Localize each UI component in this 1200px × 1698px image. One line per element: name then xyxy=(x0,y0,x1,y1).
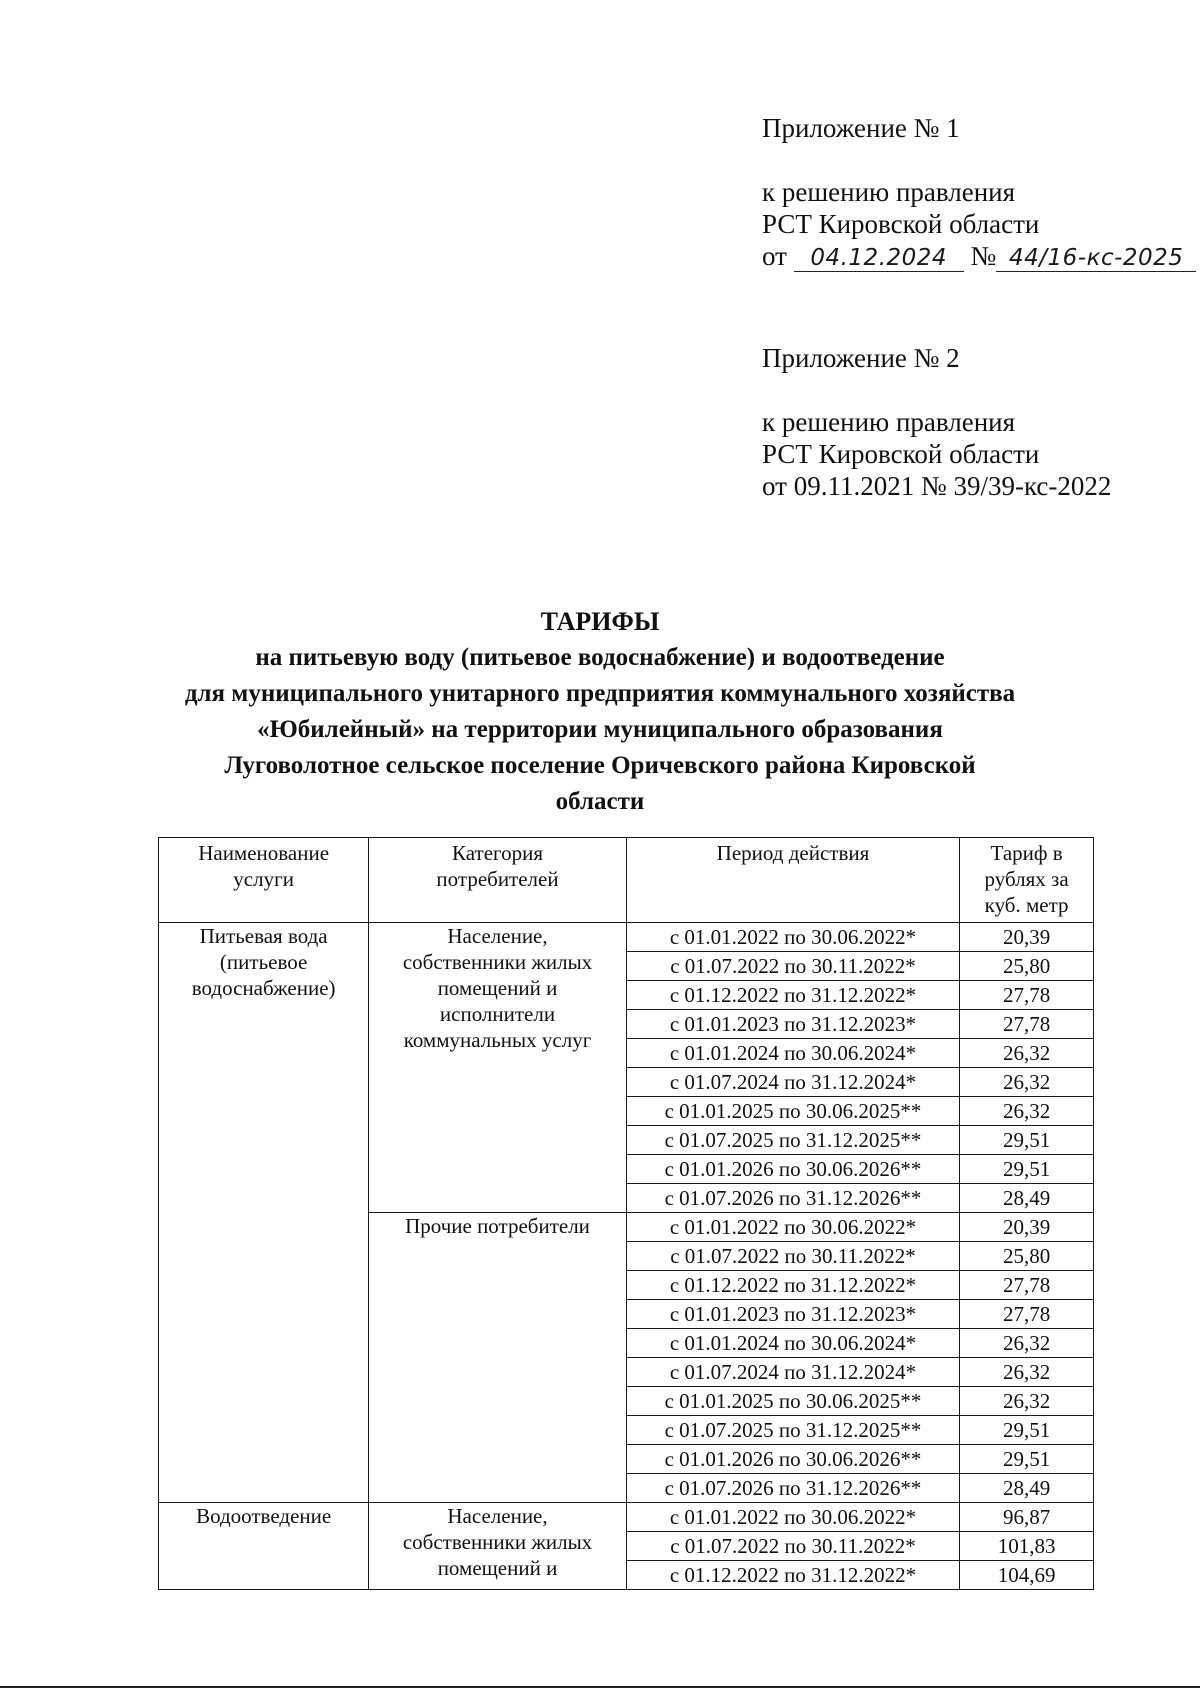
rate-cell: 27,78 xyxy=(960,981,1094,1010)
period-cell: с 01.01.2023 по 31.12.2023* xyxy=(626,1300,959,1329)
rate-cell: 26,32 xyxy=(960,1068,1094,1097)
rate-cell: 20,39 xyxy=(960,923,1094,952)
rate-cell: 25,80 xyxy=(960,1242,1094,1271)
document-heading xyxy=(140,604,1060,820)
rate-cell: 25,80 xyxy=(960,952,1094,981)
period-cell: с 01.01.2026 по 30.06.2026** xyxy=(626,1445,959,1474)
rate-cell: 26,32 xyxy=(960,1358,1094,1387)
period-cell: с 01.01.2026 по 30.06.2026** xyxy=(626,1155,959,1184)
period-cell: с 01.01.2022 по 30.06.2022* xyxy=(626,923,959,952)
rate-cell: 26,32 xyxy=(960,1039,1094,1068)
period-cell: с 01.12.2022 по 31.12.2022* xyxy=(626,1271,959,1300)
rate-cell: 27,78 xyxy=(960,1300,1094,1329)
appendix-2 xyxy=(762,342,1111,502)
period-cell: с 01.07.2022 по 30.11.2022* xyxy=(626,952,959,981)
handwritten-date: 04.12.2024 xyxy=(794,245,964,272)
rate-cell: 26,32 xyxy=(960,1387,1094,1416)
rate-cell: 29,51 xyxy=(960,1445,1094,1474)
tariffs-table xyxy=(158,837,1094,1590)
document-title: ТАРИФЫ xyxy=(540,607,660,636)
service-cell: Питьевая вода (питьевое водоснабжение) xyxy=(159,923,369,1503)
table-body xyxy=(159,923,1094,1590)
period-cell: с 01.12.2022 по 31.12.2022* xyxy=(626,1561,959,1590)
rate-cell: 96,87 xyxy=(960,1503,1094,1532)
rate-cell: 29,51 xyxy=(960,1416,1094,1445)
period-cell: с 01.07.2022 по 30.11.2022* xyxy=(626,1532,959,1561)
heading-line-4: Луговолотное сельское поселение Оричевского района Кировской xyxy=(224,752,976,779)
appendix-2-title: Приложение № 2 xyxy=(762,343,960,373)
appendix-1-line1: к решению правления xyxy=(762,177,1016,207)
appendix-1-from-label: от xyxy=(762,241,787,271)
period-cell: с 01.07.2022 по 30.11.2022* xyxy=(626,1242,959,1271)
rate-cell: 26,32 xyxy=(960,1329,1094,1358)
period-cell: с 01.07.2025 по 31.12.2025** xyxy=(626,1126,959,1155)
rate-cell: 101,83 xyxy=(960,1532,1094,1561)
service-cell: Водоотведение xyxy=(159,1503,369,1590)
period-cell: с 01.07.2026 по 31.12.2026** xyxy=(626,1184,959,1213)
category-cell: Прочие потребители xyxy=(369,1213,627,1503)
rate-cell: 26,32 xyxy=(960,1097,1094,1126)
category-cell: Население, собственники жилых помещений и xyxy=(369,1503,627,1590)
appendix-2-line2: РСТ Кировской области xyxy=(762,439,1040,469)
period-cell: с 01.01.2023 по 31.12.2023* xyxy=(626,1010,959,1039)
heading-line-3: «Юбилейный» на территории муниципального образования xyxy=(257,716,943,743)
period-cell: с 01.01.2025 по 30.06.2025** xyxy=(626,1097,959,1126)
appendix-1-number-label: № xyxy=(970,241,997,271)
appendix-1 xyxy=(762,112,1196,272)
table-row xyxy=(159,923,1094,952)
period-cell: с 01.07.2024 по 31.12.2024* xyxy=(626,1068,959,1097)
table-row xyxy=(159,1503,1094,1532)
rate-cell: 29,51 xyxy=(960,1126,1094,1155)
rate-cell: 27,78 xyxy=(960,1010,1094,1039)
header-period: Период действия xyxy=(626,838,959,923)
header-category: Категория потребителей xyxy=(369,838,627,923)
category-cell: Население, собственники жилых помещений и исполнители коммунальных услуг xyxy=(369,923,627,1213)
appendix-2-line3: от 09.11.2021 № 39/39-кс-2022 xyxy=(762,471,1112,501)
page-bottom-divider xyxy=(0,1686,1200,1688)
period-cell: с 01.01.2024 по 30.06.2024* xyxy=(626,1329,959,1358)
period-cell: с 01.01.2022 по 30.06.2022* xyxy=(626,1503,959,1532)
header-service: Наименование услуги xyxy=(159,838,369,923)
appendix-1-title: Приложение № 1 xyxy=(762,113,960,143)
heading-line-5: области xyxy=(555,788,645,815)
heading-line-1: на питьевую воду (питьевое водоснабжение) и водоотведение xyxy=(255,644,945,671)
period-cell: с 01.12.2022 по 31.12.2022* xyxy=(626,981,959,1010)
header-rate: Тариф в рублях за куб. метр xyxy=(960,838,1094,923)
appendix-2-line1: к решению правления xyxy=(762,407,1016,437)
rate-cell: 28,49 xyxy=(960,1474,1094,1503)
rate-cell: 20,39 xyxy=(960,1213,1094,1242)
period-cell: с 01.07.2026 по 31.12.2026** xyxy=(626,1474,959,1503)
period-cell: с 01.01.2022 по 30.06.2022* xyxy=(626,1213,959,1242)
rate-cell: 27,78 xyxy=(960,1271,1094,1300)
appendix-1-line2: РСТ Кировской области xyxy=(762,209,1040,239)
table-header-row xyxy=(159,838,1094,923)
period-cell: с 01.01.2025 по 30.06.2025** xyxy=(626,1387,959,1416)
rate-cell: 29,51 xyxy=(960,1155,1094,1184)
handwritten-number: 44/16-кс-2025 xyxy=(996,245,1196,272)
period-cell: с 01.07.2024 по 31.12.2024* xyxy=(626,1358,959,1387)
heading-line-2: для муниципального унитарного предприятия коммунального хозяйства xyxy=(184,680,1016,707)
period-cell: с 01.07.2025 по 31.12.2025** xyxy=(626,1416,959,1445)
rate-cell: 104,69 xyxy=(960,1561,1094,1590)
period-cell: с 01.01.2024 по 30.06.2024* xyxy=(626,1039,959,1068)
rate-cell: 28,49 xyxy=(960,1184,1094,1213)
appendix-1-decision-line xyxy=(762,240,1196,272)
